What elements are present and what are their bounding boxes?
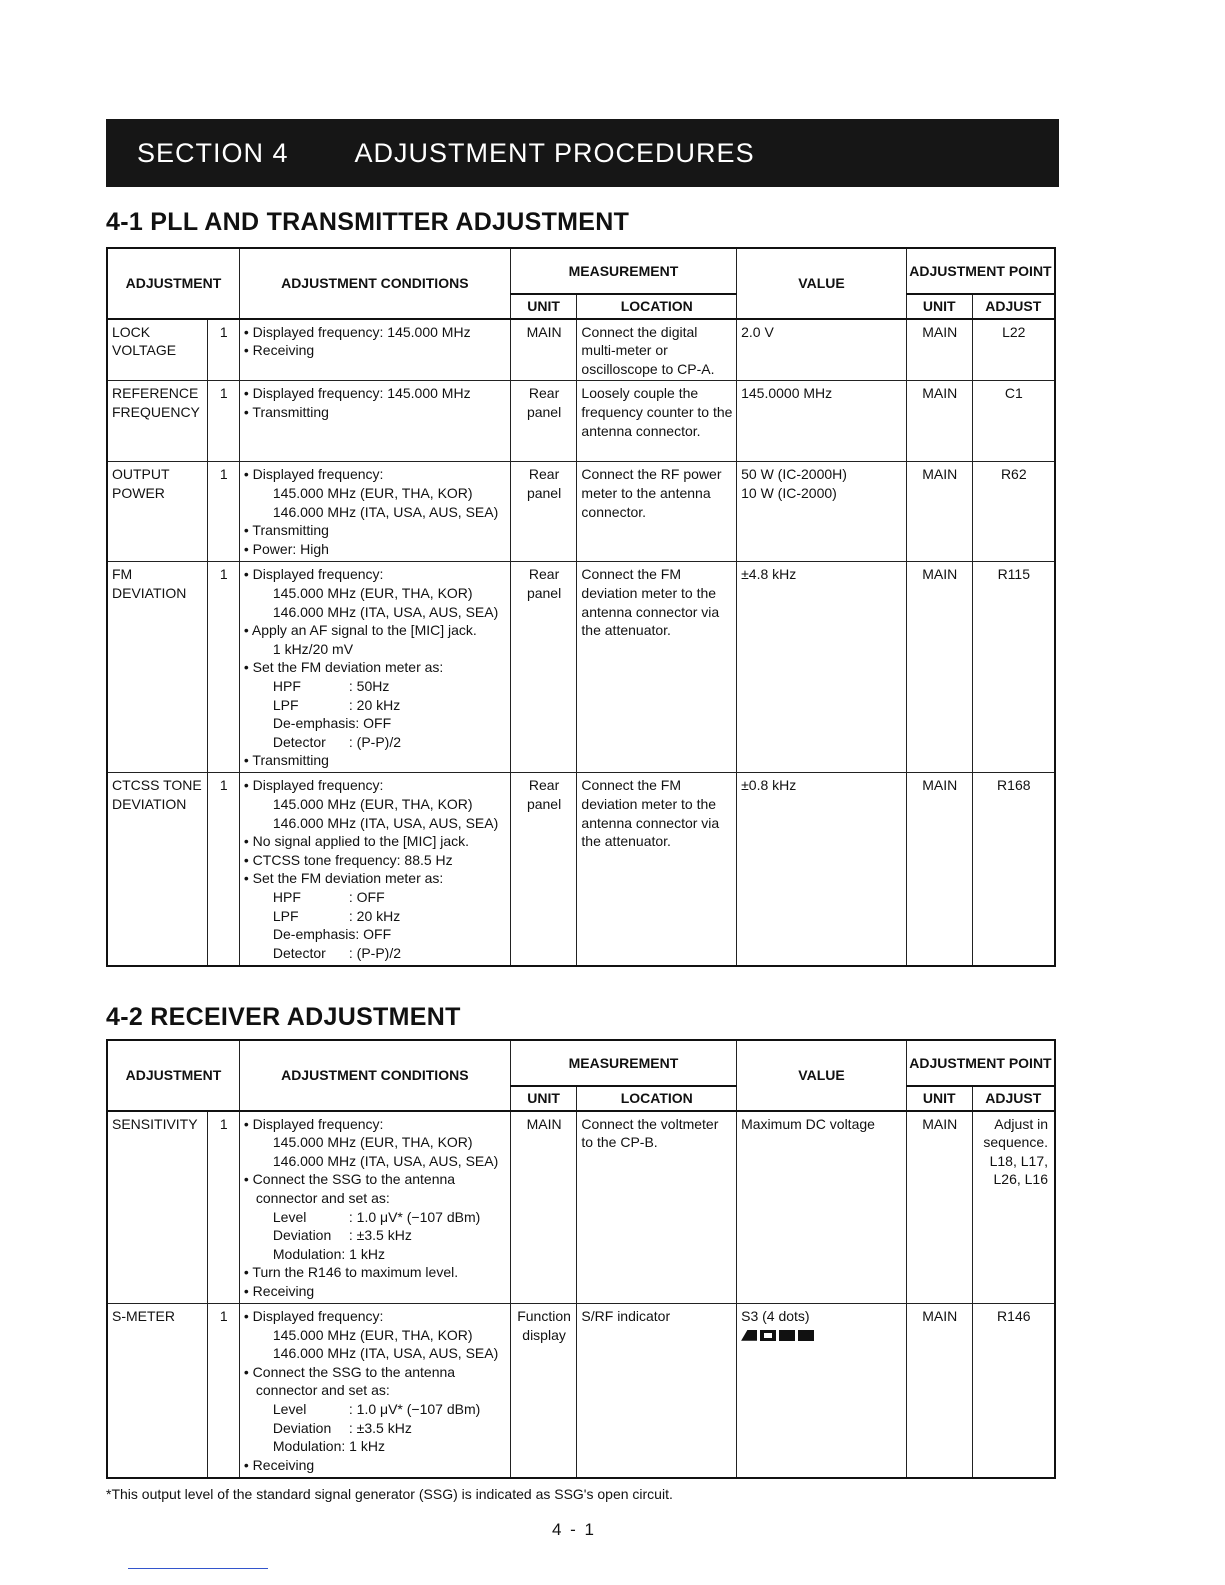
point-adjust: R146 (972, 1304, 1055, 1478)
row-conditions (239, 1304, 510, 1478)
condition-line: 146.000 MHz (ITA, USA, AUS, SEA) (272, 503, 499, 520)
condition-line: 146.000 MHz (ITA, USA, AUS, SEA) (272, 603, 499, 620)
table-row (107, 381, 1055, 462)
row-number: 1 (207, 319, 239, 381)
row-name: OUTPUT POWER (107, 462, 207, 562)
point-adjust: C1 (972, 381, 1055, 462)
condition-line: • Displayed frequency: (243, 1308, 384, 1325)
param-value: : 20 kHz (348, 696, 401, 713)
point-unit: MAIN (906, 562, 972, 773)
point-adjust: Adjust in sequence. L18, L17, L26, L16 (972, 1111, 1055, 1304)
header-conditions: ADJUSTMENT CONDITIONS (239, 248, 510, 319)
point-adjust: R62 (972, 462, 1055, 562)
measure-unit: Rear panel (510, 381, 577, 462)
header-unit: UNIT (510, 1086, 577, 1111)
param-label: Detector (272, 944, 326, 961)
condition-line: 146.000 MHz (ITA, USA, AUS, SEA) (272, 814, 499, 831)
row-conditions (239, 319, 510, 381)
row-name: REFERENCE FREQUENCY (107, 381, 207, 462)
condition-line: 146.000 MHz (ITA, USA, AUS, SEA) (272, 1345, 499, 1362)
param-value: : 1.0 μV* (−107 dBm) (348, 1401, 481, 1418)
row-number: 1 (207, 381, 239, 462)
param-value: : 20 kHz (348, 907, 401, 924)
condition-line: • No signal applied to the [MIC] jack. (243, 833, 470, 850)
condition-line: • Set the FM deviation meter as: (243, 659, 444, 676)
row-conditions (239, 773, 510, 966)
header-adjustment: ADJUSTMENT (107, 248, 239, 319)
condition-line: 145.000 MHz (EUR, THA, KOR) (272, 1134, 473, 1151)
condition-line: • CTCSS tone frequency: 88.5 Hz (243, 851, 453, 868)
header-point-unit: UNIT (906, 1086, 972, 1111)
condition-line: • Power: High (243, 540, 329, 557)
row-name: SENSITIVITY (107, 1111, 207, 1304)
condition-line: 145.000 MHz (EUR, THA, KOR) (272, 584, 473, 601)
measure-location: Connect the FM deviation meter to the antenna connector via the attenuator. (577, 773, 737, 966)
s-meter-dots-icon (741, 1330, 814, 1341)
param-label: Level (272, 1401, 307, 1418)
param-label: HPF (272, 677, 301, 694)
measure-location: S/RF indicator (577, 1304, 737, 1478)
table-row (107, 1111, 1055, 1304)
value (737, 462, 907, 562)
condition-line (244, 696, 507, 715)
condition-line (244, 677, 507, 696)
condition-line: • Apply an AF signal to the [MIC] jack. (243, 622, 477, 639)
condition-line (244, 1419, 507, 1438)
header-adjustment-point: ADJUSTMENT POINT (906, 1040, 1055, 1086)
condition-line: • Turn the R146 to maximum level. (243, 1264, 459, 1281)
point-unit: MAIN (906, 1304, 972, 1478)
pll-transmitter-table (106, 247, 1056, 967)
condition-line (244, 888, 507, 907)
measure-unit: Function display (510, 1304, 577, 1478)
table-row (107, 1304, 1055, 1478)
condition-line: 145.000 MHz (EUR, THA, KOR) (272, 484, 473, 501)
param-label: Detector (272, 733, 326, 750)
table-row (107, 462, 1055, 562)
row-name: S-METER (107, 1304, 207, 1478)
condition-line: • Transmitting (243, 522, 329, 539)
row-number: 1 (207, 562, 239, 773)
param-label: LPF (272, 907, 299, 924)
header-measurement: MEASUREMENT (510, 248, 736, 294)
dot-icon (779, 1330, 795, 1341)
page-number: 4 - 1 (552, 1520, 597, 1539)
table-row (107, 562, 1055, 773)
condition-line (244, 907, 507, 926)
row-conditions (239, 1111, 510, 1304)
measure-unit: Rear panel (510, 462, 577, 562)
header-point-adjust: ADJUST (972, 1086, 1055, 1111)
condition-line: • Displayed frequency: (243, 1115, 384, 1132)
point-unit: MAIN (906, 381, 972, 462)
param-value: : OFF (348, 888, 385, 905)
value-line: 10 W (IC-2000) (741, 484, 837, 501)
condition-line: 145.000 MHz (EUR, THA, KOR) (272, 795, 473, 812)
condition-line: connector and set as: (255, 1382, 390, 1399)
section-number: SECTION 4 (137, 137, 289, 168)
point-unit: MAIN (906, 462, 972, 562)
header-adjustment: ADJUSTMENT (107, 1040, 239, 1111)
measure-unit: Rear panel (510, 773, 577, 966)
param-label: HPF (272, 888, 301, 905)
measure-location: Connect the voltmeter to the CP-B. (577, 1111, 737, 1304)
condition-line: 146.000 MHz (ITA, USA, AUS, SEA) (272, 1152, 499, 1169)
measure-location: Connect the digital multi-meter or oscilloscope to CP-A. (577, 319, 737, 381)
row-name: LOCK VOLTAGE (107, 319, 207, 381)
param-value: : 1.0 μV* (−107 dBm) (348, 1208, 481, 1225)
value: ±4.8 kHz (737, 562, 907, 773)
section-banner (106, 119, 1059, 187)
measure-location: Loosely couple the frequency counter to the antenna connector. (577, 381, 737, 462)
header-point-adjust: ADJUST (972, 294, 1055, 319)
value: 145.0000 MHz (737, 381, 907, 462)
condition-line: • Receiving (243, 342, 315, 359)
condition-line (244, 944, 507, 963)
row-conditions (239, 381, 510, 462)
header-conditions: ADJUSTMENT CONDITIONS (239, 1040, 510, 1111)
measure-location: Connect the FM deviation meter to the antenna connector via the attenuator. (577, 562, 737, 773)
receiver-table (106, 1039, 1056, 1479)
value: ±0.8 kHz (737, 773, 907, 966)
row-name: CTCSS TONE DEVIATION (107, 773, 207, 966)
condition-line (244, 733, 507, 752)
row-name: FM DEVIATION (107, 562, 207, 773)
footnote: *This output level of the standard signal generator (SSG) is indicated as SSG's open circuit. (106, 1486, 673, 1502)
header-adjustment-point: ADJUSTMENT POINT (906, 248, 1055, 294)
table-row (107, 773, 1055, 966)
condition-line: De-emphasis: OFF (272, 926, 392, 943)
dot-icon (798, 1330, 814, 1341)
measure-unit: MAIN (510, 1111, 577, 1304)
point-unit: MAIN (906, 1111, 972, 1304)
condition-line: • Set the FM deviation meter as: (243, 870, 444, 887)
value: 2.0 V (737, 319, 907, 381)
header-unit: UNIT (510, 294, 577, 319)
value-line: 50 W (IC-2000H) (741, 466, 847, 483)
condition-line: • Displayed frequency: 145.000 MHz (243, 385, 471, 402)
measure-location: Connect the RF power meter to the antenna connector. (577, 462, 737, 562)
condition-line: • Displayed frequency: (243, 466, 384, 483)
header-value: VALUE (737, 1040, 907, 1111)
condition-line: • Connect the SSG to the antenna (243, 1171, 456, 1188)
row-conditions (239, 462, 510, 562)
condition-line: • Connect the SSG to the antenna (243, 1363, 456, 1380)
point-adjust: R115 (972, 562, 1055, 773)
condition-line: • Receiving (243, 1456, 315, 1473)
row-number: 1 (207, 1111, 239, 1304)
condition-line: De-emphasis: OFF (272, 715, 392, 732)
param-value: : ±3.5 kHz (348, 1227, 412, 1244)
param-value: : (P-P)/2 (348, 944, 402, 961)
param-value: : ±3.5 kHz (348, 1419, 412, 1436)
measure-unit: Rear panel (510, 562, 577, 773)
row-number: 1 (207, 773, 239, 966)
heading-receiver: 4-2 RECEIVER ADJUSTMENT (106, 1003, 461, 1031)
param-label: Deviation (272, 1227, 332, 1244)
dot-icon (760, 1330, 776, 1341)
value: Maximum DC voltage (737, 1111, 907, 1304)
row-conditions (239, 562, 510, 773)
section-title: ADJUSTMENT PROCEDURES (354, 137, 755, 168)
condition-line: connector and set as: (255, 1189, 390, 1206)
header-measurement: MEASUREMENT (510, 1040, 736, 1086)
header-value: VALUE (737, 248, 907, 319)
point-unit: MAIN (906, 773, 972, 966)
dot-icon (741, 1330, 757, 1341)
condition-line: 145.000 MHz (EUR, THA, KOR) (272, 1326, 473, 1343)
point-unit: MAIN (906, 319, 972, 381)
table-row (107, 319, 1055, 381)
condition-line (244, 1400, 507, 1419)
condition-line (244, 1226, 507, 1245)
condition-line: • Displayed frequency: 145.000 MHz (243, 323, 471, 340)
bottom-rule (128, 1568, 268, 1569)
param-label: Level (272, 1208, 307, 1225)
row-number: 1 (207, 462, 239, 562)
heading-pll-transmitter: 4-1 PLL AND TRANSMITTER ADJUSTMENT (106, 208, 630, 236)
header-location: LOCATION (577, 294, 737, 319)
condition-line: Modulation: 1 kHz (272, 1245, 385, 1262)
param-label: LPF (272, 696, 299, 713)
value (737, 1304, 907, 1478)
condition-line: • Transmitting (243, 752, 329, 769)
measure-unit: MAIN (510, 319, 577, 381)
condition-line: • Displayed frequency: (243, 777, 384, 794)
row-number: 1 (207, 1304, 239, 1478)
param-value: : (P-P)/2 (348, 733, 402, 750)
header-point-unit: UNIT (906, 294, 972, 319)
value-text: S3 (4 dots) (741, 1308, 810, 1325)
point-adjust: L22 (972, 319, 1055, 381)
condition-line: Modulation: 1 kHz (272, 1438, 385, 1455)
header-location: LOCATION (577, 1086, 737, 1111)
point-adjust: R168 (972, 773, 1055, 966)
param-label: Deviation (272, 1419, 332, 1436)
condition-line: 1 kHz/20 mV (272, 640, 354, 657)
condition-line: • Transmitting (243, 403, 329, 420)
condition-line: • Displayed frequency: (243, 566, 384, 583)
condition-line: • Receiving (243, 1282, 315, 1299)
param-value: : 50Hz (348, 677, 390, 694)
condition-line (244, 1208, 507, 1227)
